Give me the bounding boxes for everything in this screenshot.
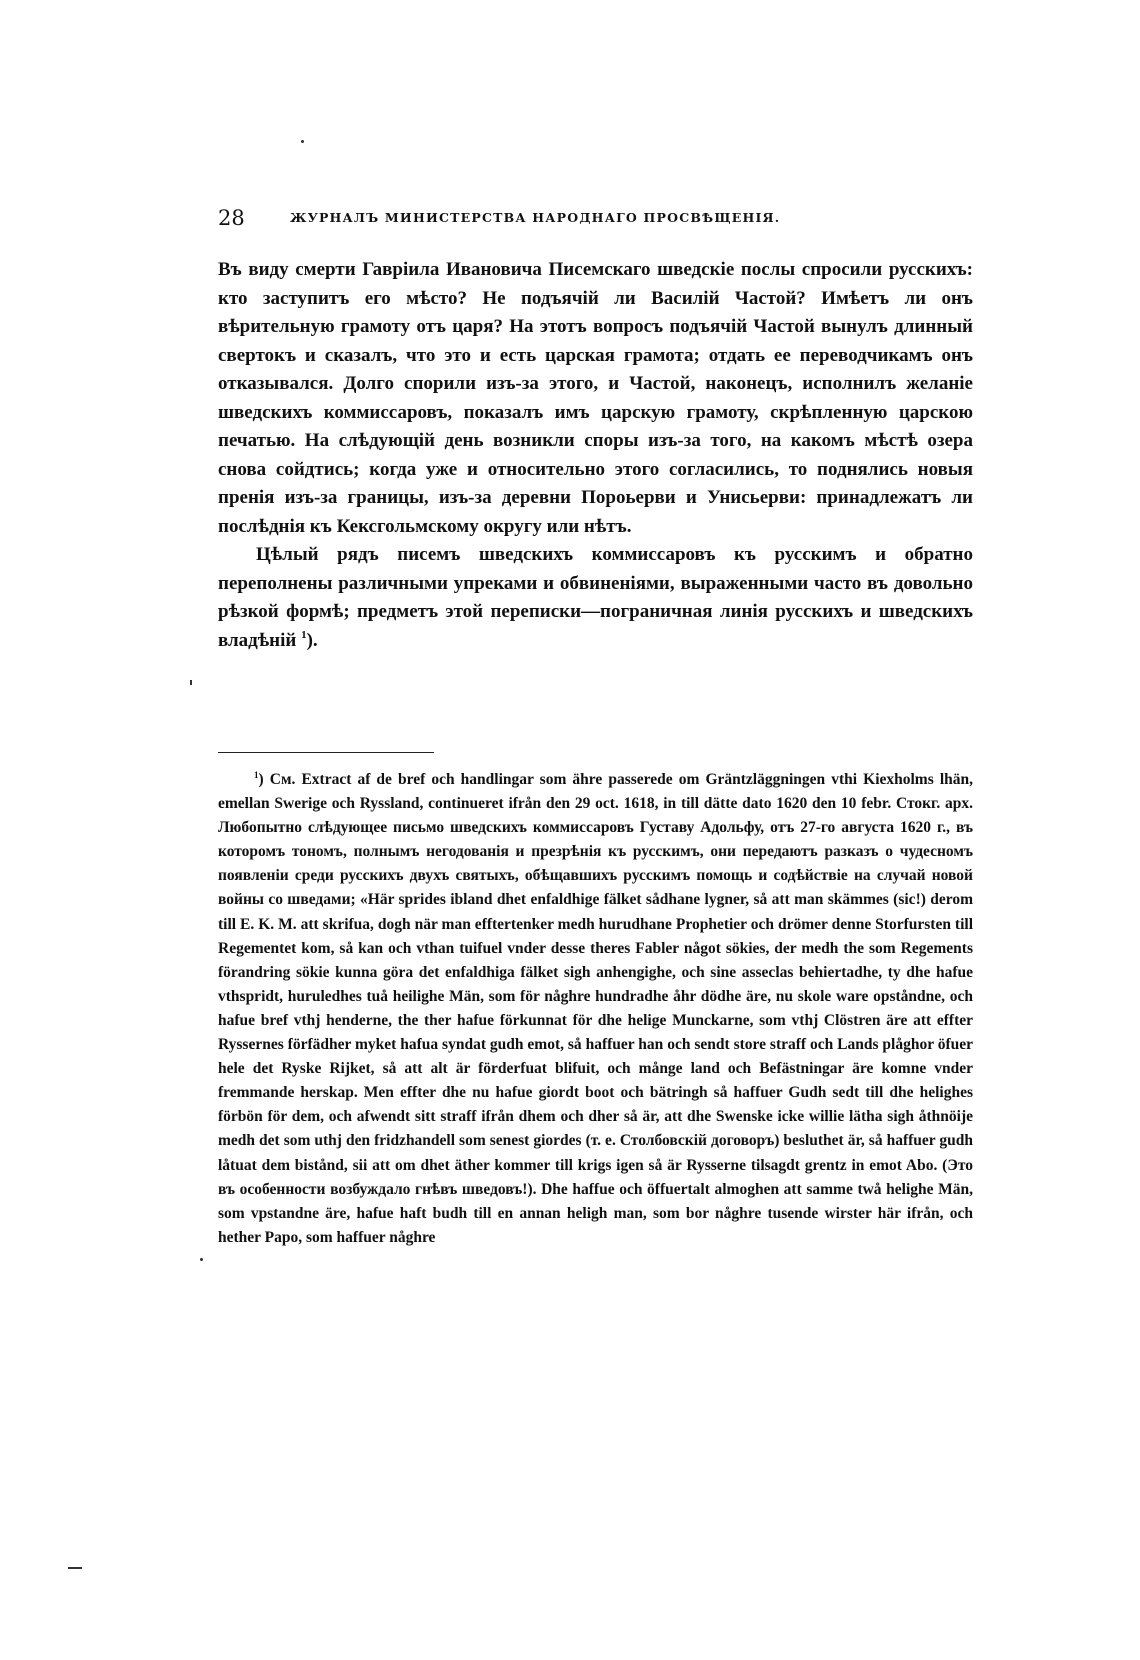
paragraph-end: ). bbox=[306, 629, 318, 651]
footnote-divider bbox=[218, 752, 434, 753]
ink-speck bbox=[200, 1258, 203, 1261]
page-header bbox=[218, 206, 978, 230]
ink-speck bbox=[190, 680, 192, 685]
ink-speck bbox=[301, 140, 304, 143]
page-number: 28 bbox=[218, 206, 245, 230]
footnote-marker: 1 bbox=[254, 770, 259, 780]
main-text bbox=[218, 256, 973, 655]
footnote-text: См. Extract af de bref och handlingar som ähre passerede om Gräntzläggningen vthi Kiexholms lhän, emellan Swerige och Ryssland, continueret ifrån den 29 oct. 1618, in till dätte dato 1620 den 10 febr. Стокг. арх. Любопытно слѣдующее письмо шведскихъ коммиссаровъ Густаву Адольфу, отъ 27-го августа 1620 г., въ которомъ тономъ, полнымъ негодованія и презрѣнія къ русскимъ, они передаютъ разказъ о чудесномъ появленіи среди русскихъ двухъ святыхъ, обѣщавшихъ русскимъ помощь и содѣйствіе на случай новой войны со шведами; «Här sprides ibland dhet enfaldhige fälket sådhane lygner, så att man skämmes (sic!) derom till E. K. M. att skrifua, dogh när man efftertenker medh hurudhane Prophetier och drömer denne Storfursten till Regementet kom, så kan och vthan tuifuel vnder desse theres Fabler något sökies, der medh the som Regements förandring sökie kunna göra det enfaldhiga fälket sigh anhengighe, och sine asseclas behiertadhe, ty dhe hafue vthspridt, huruledhes tuå heilighe Män, som för någhre hundradhe åhr dödhe äre, nu skole ware opståndne, och hafue bref vthj henderne, the ther hafue förkunnat för dhe helige Munckarne, som vthj Clöstren äre att effter Ryssernes förfädher myket hafua syndat gudh emot, så haffuer han och sendt store straff och Lands plåghor öfuer hele det Ryske Rijket, så att alt är förderfuat blifuit, och månge land och Befästningar äre komne vnder fremmande herskap. Men effter dhe nu hafue giordt boot och bätringh så haffuer Gudh sedt till dhe helighes förbön för dem, och afwendt sitt straff ifrån dhem och dher så är, att dhe Swenske icke willie lätha sigh åthnöije medh det som uthj den fridzhandell som senest giordes (т. е. Столбовскій договоръ) besluthet är, så haffuer gudh låtuat dem bistånd, sii att om dhet äther kommer till krigs igen så är Rysserne tilsagdt grentz in emot Abo. (Это въ особенности возбуждало гнѣвъ шведовъ!). Dhe haffue och öffuertalt almoghen att samme twå helighe Män, som vpstandne äre, hafue haft budh till en annan heligh man, som bor någhre tusende wirster här ifrån, och hether Papo, som haffuer någhre bbox=[218, 771, 973, 1246]
ink-speck bbox=[68, 1567, 82, 1569]
paragraph: Въ виду смерти Гавріила Ивановича Писемскаго шведскіе послы спросили русскихъ: кто заступитъ его мѣсто? Не подъячій ли Василій Частой? Имѣетъ ли онъ вѣрительную грамоту отъ царя? На этотъ вопросъ подъячій Частой вынулъ длинный свертокъ и сказалъ, что это и есть царская грамота; отдать ее переводчикамъ онъ отказывался. Долго спорили изъ-за этого, и Частой, наконецъ, исполнилъ желаніе шведскихъ коммиссаровъ, показалъ имъ царскую грамоту, скрѣпленную царскою печатью. На слѣдующій день возникли споры изъ-за того, на какомъ мѣстѣ озера снова сойдтись; когда уже и относительно этого согласились, то поднялись новыя пренія изъ-за границы, изъ-за деревни Пороьерви и Унисьерви: принадлежатъ ли послѣднія къ Кексгольмскому округу или нѣтъ. bbox=[218, 259, 973, 537]
footnote-reference[interactable]: 1 bbox=[301, 628, 307, 641]
running-title: ЖУРНАЛЪ МИНИСТЕРСТВА НАРОДНАГО ПРОСВѢЩЕНІЯ. bbox=[290, 210, 781, 225]
paragraph-text: Цѣлый рядъ писемъ шведскихъ коммиссаровъ къ русскимъ и обратно переполнены различными упреками и обвиненіями, выраженными часто въ довольно рѣзкой формѣ; предметъ этой переписки—пограничная линія русскихъ и шведскихъ владѣній bbox=[218, 544, 973, 651]
footnote bbox=[218, 768, 973, 1250]
paragraph bbox=[218, 541, 973, 655]
footnote-marker-close: ) bbox=[258, 771, 264, 788]
